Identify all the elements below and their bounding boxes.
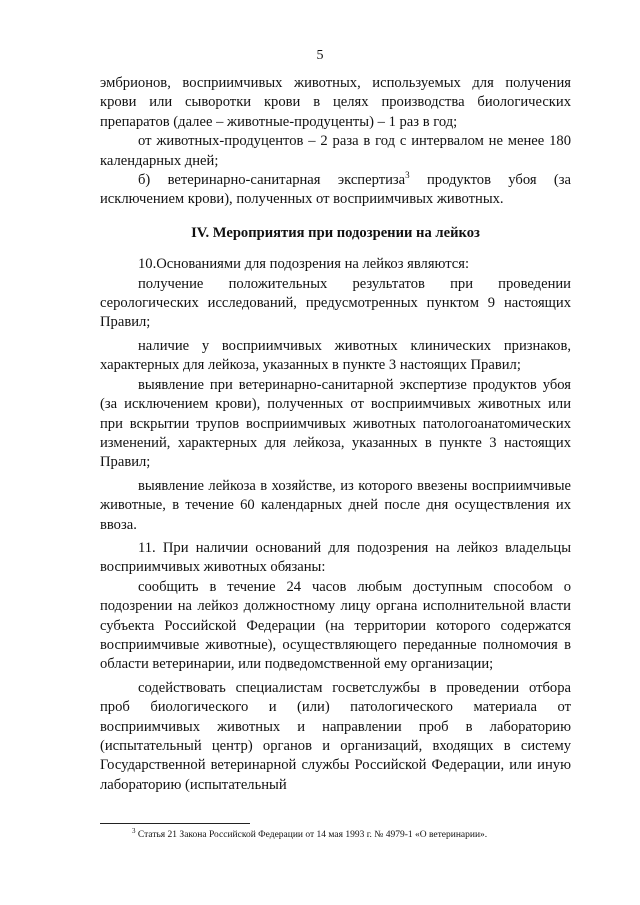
document-body: [100, 74, 571, 795]
footnote-text: Статья 21 Закона Российской Федерации от 14 мая 1993 г. № 4979-1 «О ветеринарии».: [135, 830, 488, 840]
paragraph-10-expertise: выявление при ветеринарно-санитарной экспертизе продуктов убоя (за исключением крови), полученных от восприимчивых животных или при вскрытии трупов восприимчивых животных патологоанатомических изменений, характерных для лейкоза, указанных в пункте 3 настоящих Правил;: [100, 376, 571, 471]
paragraph-10-clinical: наличие у восприимчивых животных клинических признаков, характерных для лейкоза, указанных в пункте 3 настоящих Правил;: [100, 337, 571, 374]
page-number: 5: [316, 48, 324, 63]
paragraph-11: 11. При наличии оснований для подозрения на лейкоз владельцы восприимчивых животных обязаны:: [100, 539, 571, 576]
paragraph-producers: от животных-продуцентов – 2 раза в год с интервалом не менее 180 календарных дней;: [100, 133, 571, 169]
footnote: [132, 829, 572, 841]
footnote-divider: [100, 823, 250, 824]
section-heading: IV. Мероприятия при подозрении на лейкоз: [191, 224, 480, 241]
paragraph-10-serology: получение положительных результатов при проведении серологических исследований, предусмотренных пунктом 9 настоящих Правил;: [100, 275, 571, 331]
paragraph-11-report: сообщить в течение 24 часов любым доступным способом о подозрении на лейкоз должностному лицу органа исполнительной власти субъекта Российской Федерации (на территории которого содержатся восприимчивые животные), осуществляющего переданные полномочия в области ветеринарии, или подведомственной ему организации;: [100, 578, 571, 673]
paragraph-11-assist: содействовать специалистам госветслужбы в проведении отбора проб биологического и (или) патологического материала от восприимчивых животных и направлении проб в лабораторию (испытательный центр) органов и организаций, входящих в систему Государственной ветеринарной службы Российской Федерации, или иную лабораторию (испытательный: [100, 679, 571, 793]
paragraph-10-import: выявление лейкоза в хозяйстве, из которого ввезены восприимчивые животные, в течение 60 календарных дней после дня осуществления их ввоза.: [100, 477, 571, 533]
vet-expertise-text-cont: продуктов убоя (за исключением крови), полученных от восприимчивых животных.: [100, 172, 571, 208]
paragraph-10: 10.Основаниями для подозрения на лейкоз являются:: [138, 256, 470, 273]
paragraph-vet-expertise: [100, 171, 571, 210]
footnote-ref: 3: [405, 170, 410, 181]
vet-expertise-text: б) ветеринарно-санитарная экспертиза: [138, 172, 406, 189]
footnote-marker: 3: [132, 827, 136, 835]
paragraph-embryos: эмбрионов, восприимчивых животных, используемых для получения крови или сыворотки крови в целях производства биологических препаратов (далее – животные-продуценты) – 1 раз в год;: [100, 75, 571, 130]
